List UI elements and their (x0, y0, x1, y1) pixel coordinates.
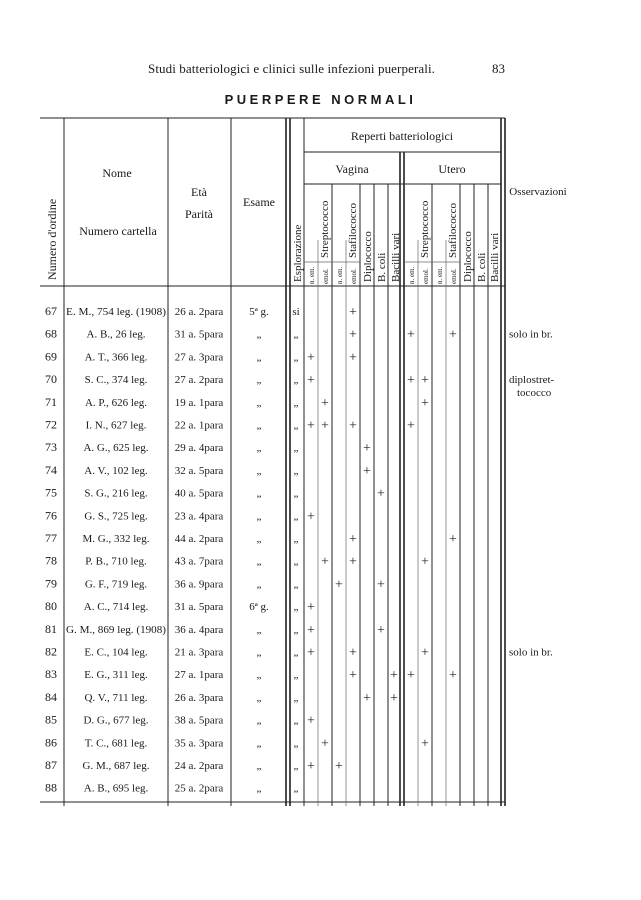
table-row (45, 622, 385, 638)
u-strep-sub-a: n. em. (408, 266, 416, 284)
row-number: 83 (45, 667, 57, 682)
row-esplorazione: „ (293, 328, 299, 341)
table-row (45, 327, 553, 343)
table-row (45, 690, 398, 706)
row-number: 86 (45, 735, 57, 750)
row-number: 76 (45, 508, 57, 523)
row-esame: „ (256, 760, 262, 772)
table-row (45, 486, 385, 502)
row-number: 74 (45, 462, 57, 477)
v-diplo-label: Diplococco (362, 231, 374, 282)
row-age-parity: 27 a. 2para (174, 374, 224, 387)
row-esplorazione: „ (293, 442, 299, 455)
positive-mark: + (307, 600, 315, 616)
row-age-parity: 27 a. 1para (174, 669, 224, 682)
row-age-parity: 35 a. 3para (174, 737, 224, 750)
positive-mark: + (421, 373, 429, 389)
row-esame: „ (256, 487, 262, 500)
row-age-parity: 43 a. 7para (174, 555, 224, 568)
row-name: M. G., 332 leg. (82, 533, 150, 545)
positive-mark: + (349, 350, 357, 366)
numero-ordine-header: Numero d'ordine (45, 198, 59, 280)
row-name: G. M., 869 leg. (1908) (66, 623, 167, 636)
row-age-parity: 36 a. 9para (174, 578, 224, 591)
row-number: 71 (45, 394, 57, 409)
positive-mark: + (307, 622, 315, 638)
running-title: Studi batteriologici e clinici sulle infezioni puerperali. (148, 61, 436, 76)
positive-mark: + (407, 327, 415, 343)
osservazioni-header: Osservazioni (509, 186, 567, 198)
row-name: A. B., 26 leg. (86, 328, 146, 341)
row-observation: solo in br. (509, 328, 553, 341)
table-row (45, 508, 315, 524)
positive-mark: + (449, 532, 457, 547)
positive-mark: + (421, 736, 429, 752)
row-esame: 5ª g. (249, 306, 269, 318)
v-bacilli-label: Bacilli vari (390, 232, 402, 282)
positive-mark: + (321, 736, 329, 752)
row-esame: „ (256, 464, 262, 477)
positive-mark: + (363, 463, 371, 479)
row-name: G. F., 719 leg. (84, 578, 148, 591)
row-esplorazione: „ (293, 510, 299, 523)
row-age-parity: 27 a. 3para (174, 351, 224, 364)
v-staf-label: Stafilococco (347, 203, 359, 258)
row-name: A. G., 625 leg. (83, 442, 149, 455)
row-number: 88 (45, 780, 57, 795)
row-name: A. C., 714 leg. (83, 601, 149, 614)
row-esplorazione: „ (293, 714, 299, 727)
section-title: PUERPERE NORMALI (224, 92, 417, 107)
row-name: E. G., 311 leg. (84, 669, 148, 682)
row-number: 68 (45, 326, 57, 341)
v-staf-sub-b: emol. (350, 268, 358, 284)
positive-mark: + (307, 759, 315, 774)
eta-header: Età (191, 185, 207, 199)
positive-mark: + (307, 350, 315, 366)
table-row (45, 395, 429, 411)
table-row (45, 531, 457, 547)
row-age-parity: 44 a. 2para (174, 533, 224, 545)
positive-mark: + (349, 418, 357, 434)
positive-mark: + (307, 713, 315, 729)
u-bcoli-label: B. coli (476, 252, 488, 282)
positive-mark: + (377, 577, 385, 593)
row-age-parity: 36 a. 4para (174, 623, 224, 636)
row-esame: „ (256, 646, 262, 659)
positive-mark: + (349, 554, 357, 570)
row-name: P. B., 710 leg. (85, 555, 147, 568)
row-age-parity: 31 a. 5para (174, 328, 224, 341)
u-diplo-label: Diplococco (462, 231, 474, 282)
row-esplorazione: si (292, 306, 300, 318)
row-age-parity: 40 a. 5para (174, 487, 224, 500)
positive-mark: + (335, 577, 343, 593)
row-number: 87 (45, 758, 57, 772)
page-number: 83 (492, 61, 505, 76)
reperti-header: Reperti batteriologici (350, 129, 454, 143)
positive-mark: + (407, 418, 415, 434)
table-row (45, 440, 371, 456)
row-esame: „ (256, 396, 262, 409)
row-age-parity: 22 a. 1para (174, 419, 224, 432)
table-row (45, 713, 315, 729)
row-number: 75 (45, 485, 57, 500)
row-age-parity: 26 a. 3para (174, 691, 224, 704)
row-number: 84 (45, 689, 57, 704)
row-name: G. M., 687 leg. (82, 760, 150, 772)
row-name: Q. V., 711 leg. (84, 691, 148, 704)
row-name: S. C., 374 leg. (84, 374, 148, 387)
row-age-parity: 23 a. 4para (174, 510, 224, 523)
positive-mark: + (407, 373, 415, 389)
positive-mark: + (307, 509, 315, 525)
row-number: 82 (45, 644, 57, 659)
positive-mark: + (307, 373, 315, 389)
row-age-parity: 19 a. 1para (174, 396, 224, 409)
table-row (45, 667, 457, 683)
row-number: 67 (45, 304, 57, 318)
positive-mark: + (349, 668, 357, 684)
row-name: E. C., 104 leg. (84, 646, 148, 659)
row-esame: „ (256, 374, 262, 387)
table-row (45, 645, 553, 661)
row-esame: „ (256, 510, 262, 523)
positive-mark: + (421, 395, 429, 411)
u-staf-sub-b: emol. (450, 268, 458, 284)
esplorazione-header: Esplorazione (292, 224, 304, 282)
row-number: 85 (45, 712, 57, 727)
table-row (45, 599, 315, 615)
parita-header: Parità (185, 207, 213, 221)
positive-mark: + (407, 668, 415, 684)
row-esplorazione: „ (293, 623, 299, 636)
v-strep-sub-a: n. em. (308, 266, 316, 284)
positive-mark: + (349, 327, 357, 343)
row-observation: solo in br. (509, 646, 553, 659)
positive-mark: + (449, 668, 457, 684)
u-bacilli-label: Bacilli vari (489, 232, 501, 282)
u-strep-label: Streptococco (419, 200, 431, 258)
row-number: 73 (45, 440, 57, 455)
cartella-header: Numero cartella (79, 224, 157, 238)
positive-mark: + (377, 486, 385, 502)
row-number: 70 (45, 372, 57, 387)
positive-mark: + (390, 668, 398, 684)
row-name: A. B., 695 leg. (83, 782, 149, 795)
row-name: E. M., 754 leg. (1908) (66, 306, 167, 318)
positive-mark: + (363, 441, 371, 457)
row-esame: „ (256, 419, 262, 432)
row-esame: „ (256, 578, 262, 591)
row-esplorazione: „ (293, 419, 299, 432)
table-row (45, 758, 343, 774)
row-age-parity: 25 a. 2para (174, 782, 224, 795)
positive-mark: + (421, 645, 429, 661)
row-esame: „ (256, 669, 262, 682)
positive-mark: + (349, 305, 357, 320)
row-name: A. V., 102 leg. (84, 464, 148, 477)
utero-header: Utero (438, 162, 466, 176)
row-age-parity: 26 a. 2para (174, 306, 224, 318)
row-esame: 6ª g. (249, 601, 269, 614)
row-number: 69 (45, 349, 57, 364)
row-esplorazione: „ (293, 396, 299, 409)
row-age-parity: 38 a. 5para (174, 714, 224, 727)
esame-header: Esame (243, 195, 275, 209)
positive-mark: + (377, 622, 385, 638)
u-staf-label: Stafilococco (447, 203, 459, 258)
row-esplorazione: „ (293, 782, 299, 795)
vagina-header: Vagina (335, 162, 369, 176)
row-name: S. G., 216 leg. (84, 487, 148, 500)
row-esame: „ (256, 623, 262, 636)
row-name: A. T., 366 leg. (84, 351, 148, 364)
table-row (45, 463, 371, 479)
positive-mark: + (449, 327, 457, 343)
row-esplorazione: „ (293, 691, 299, 704)
table-body (45, 304, 555, 795)
v-staf-sub-a: n. em. (336, 266, 344, 284)
row-esame: „ (256, 782, 262, 795)
table-row (45, 735, 429, 751)
row-esplorazione: „ (293, 464, 299, 477)
row-name: I. N., 627 leg. (85, 419, 147, 432)
nome-header: Nome (102, 166, 132, 180)
table-row (45, 349, 357, 365)
u-strep-sub-b: emol. (422, 268, 430, 284)
row-esplorazione: „ (293, 351, 299, 364)
row-age-parity: 24 a. 2para (174, 760, 224, 772)
row-name: G. S., 725 leg. (84, 510, 148, 523)
row-name: A. P., 626 leg. (84, 396, 148, 409)
positive-mark: + (390, 690, 398, 706)
positive-mark: + (349, 532, 357, 547)
row-esplorazione: „ (293, 487, 299, 500)
row-esplorazione: „ (293, 601, 299, 614)
row-esame: „ (256, 555, 262, 568)
row-observation: diplostret-tococco (509, 374, 555, 400)
positive-mark: + (321, 395, 329, 411)
row-esplorazione: „ (293, 374, 299, 387)
row-esplorazione: „ (293, 533, 299, 545)
row-age-parity: 31 a. 5para (174, 601, 224, 614)
positive-mark: + (321, 554, 329, 570)
row-esplorazione: „ (293, 737, 299, 750)
row-name: D. G., 677 leg. (83, 714, 149, 727)
row-esplorazione: „ (293, 760, 299, 772)
row-esplorazione: „ (293, 669, 299, 682)
row-number: 81 (45, 621, 57, 636)
row-age-parity: 21 a. 3para (174, 646, 224, 659)
positive-mark: + (321, 418, 329, 434)
row-number: 80 (45, 599, 57, 614)
positive-mark: + (307, 645, 315, 661)
row-esame: „ (256, 533, 262, 545)
row-esame: „ (256, 351, 262, 364)
positive-mark: + (307, 418, 315, 434)
row-esame: „ (256, 328, 262, 341)
table-row (45, 554, 429, 570)
row-number: 77 (45, 531, 57, 545)
v-strep-sub-b: emol. (322, 268, 330, 284)
row-number: 72 (45, 417, 57, 432)
row-esame: „ (256, 714, 262, 727)
row-number: 78 (45, 553, 57, 568)
table-row (45, 576, 385, 592)
v-bcoli-label: B. coli (376, 252, 388, 282)
positive-mark: + (335, 759, 343, 774)
table-row (45, 781, 299, 795)
row-age-parity: 32 a. 5para (174, 464, 224, 477)
row-esame: „ (256, 691, 262, 704)
row-esame: „ (256, 737, 262, 750)
row-esplorazione: „ (293, 646, 299, 659)
row-name: T. C., 681 leg. (84, 737, 148, 750)
u-staf-sub-a: n. em. (436, 266, 444, 284)
row-age-parity: 29 a. 4para (174, 442, 224, 455)
positive-mark: + (349, 645, 357, 661)
positive-mark: + (363, 690, 371, 706)
positive-mark: + (421, 554, 429, 570)
row-esplorazione: „ (293, 555, 299, 568)
row-number: 79 (45, 576, 57, 591)
row-esplorazione: „ (293, 578, 299, 591)
table-row (45, 372, 555, 399)
row-esame: „ (256, 442, 262, 455)
v-strep-label: Streptococco (319, 200, 331, 258)
table-row (45, 304, 357, 320)
